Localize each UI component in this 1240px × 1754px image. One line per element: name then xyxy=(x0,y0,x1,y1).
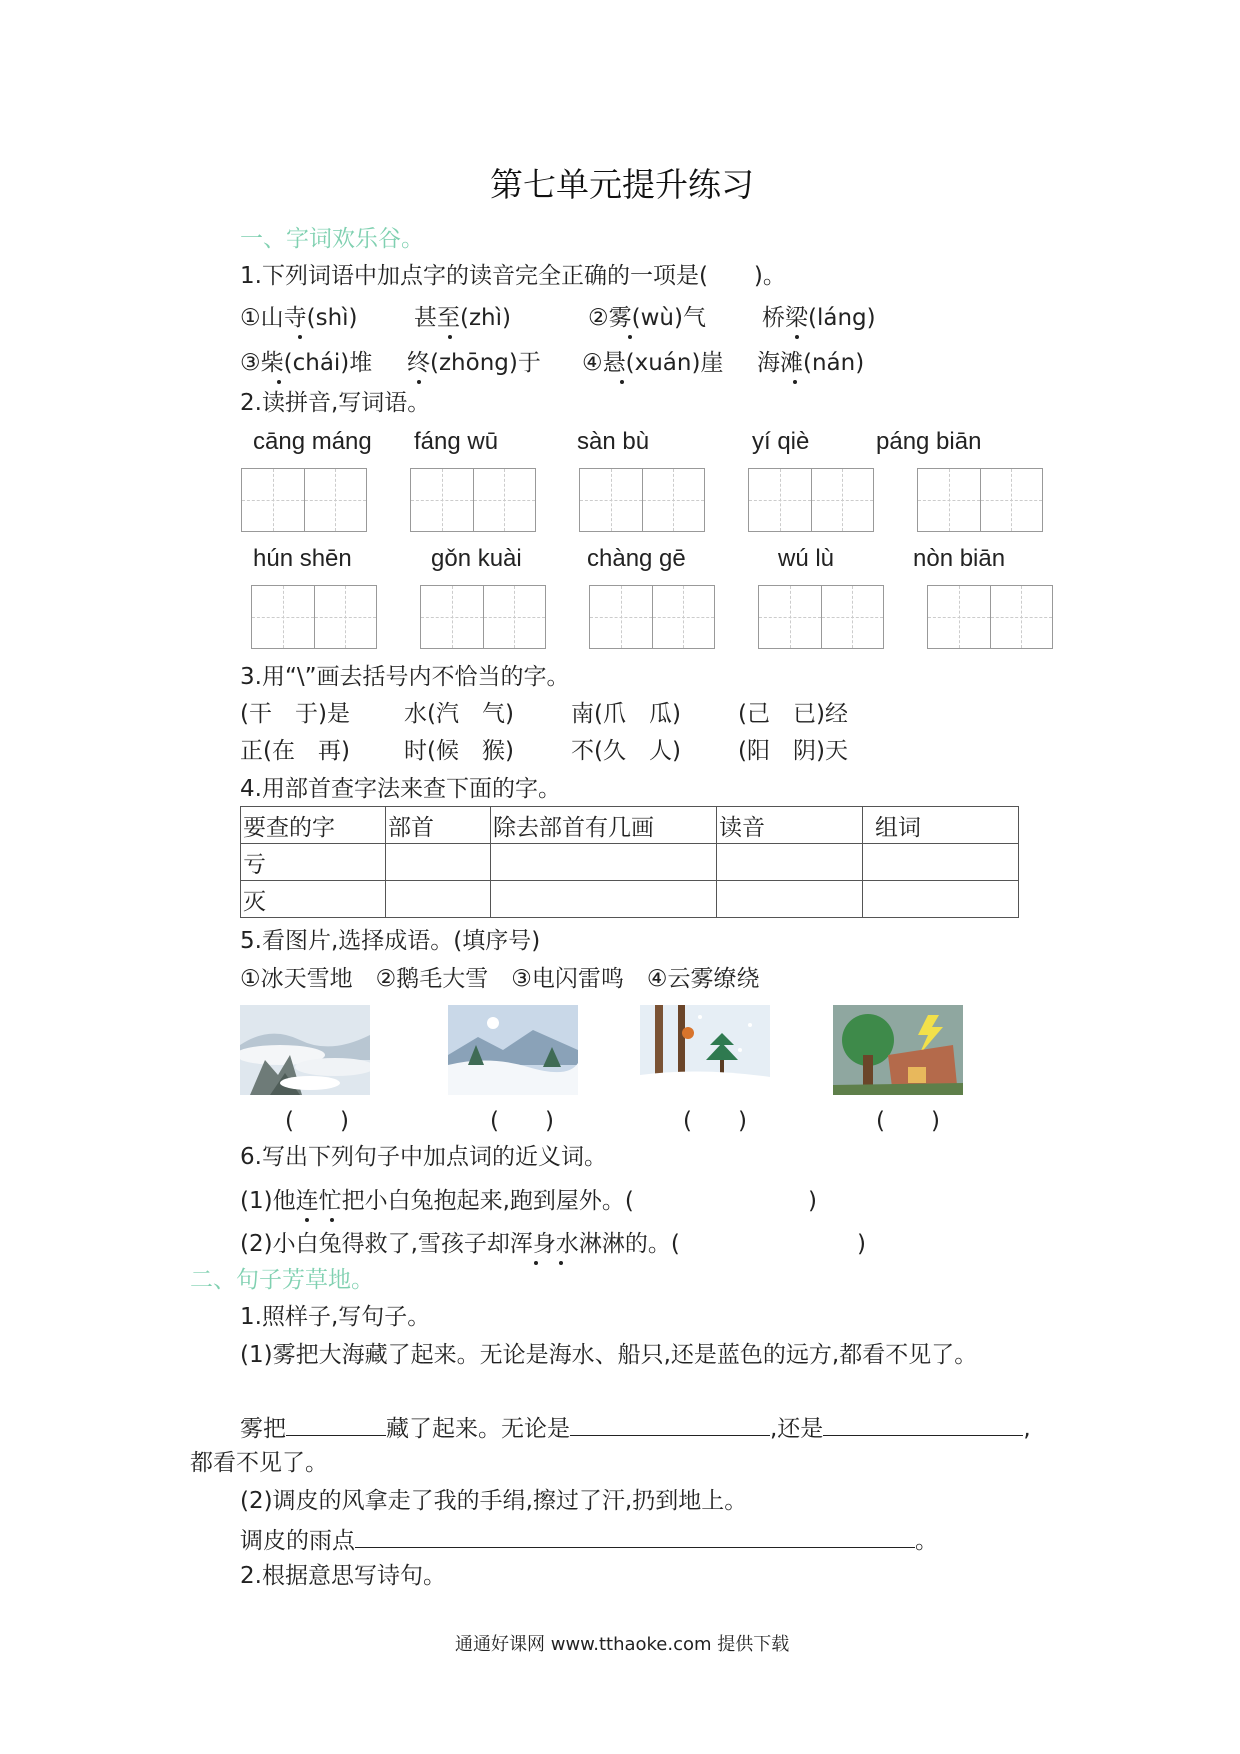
q3-item: 水(汽 气) xyxy=(404,701,514,727)
table-header-row xyxy=(241,807,1019,844)
table-header: 除去部首有几画 xyxy=(491,807,717,844)
section-heading-1: 一、字词欢乐谷。 xyxy=(240,226,424,252)
emphasis-dot xyxy=(330,1218,334,1222)
q6-sentence-1-close: ) xyxy=(808,1188,817,1214)
table-cell[interactable] xyxy=(717,844,863,881)
emphasis-dot xyxy=(534,1261,538,1265)
q3-item: (干 于)是 xyxy=(240,701,350,727)
emphasis-dot xyxy=(298,335,302,339)
q3-question: 3.用“\”画去括号内不恰当的字。 xyxy=(240,664,570,690)
mountain-fog-image xyxy=(240,1005,370,1095)
q2-question: 2.读拼音,写词语。 xyxy=(240,390,431,416)
writing-grid[interactable] xyxy=(410,468,536,532)
q1-option: ②雾(wù)气 xyxy=(588,305,706,331)
pinyin-label: páng biān xyxy=(876,428,982,455)
pinyin-label: fáng wū xyxy=(414,428,499,455)
q3-item: (己 已)经 xyxy=(738,701,848,727)
emphasis-dot xyxy=(620,380,624,384)
emphasis-dot xyxy=(277,380,281,384)
q6-sentence-2: (2)小白兔得救了,雪孩子却浑身水淋淋的。( xyxy=(240,1231,680,1257)
q3-item: 时(候 猴) xyxy=(404,738,514,764)
s2q1-question: 1.照样子,写句子。 xyxy=(240,1304,431,1330)
fill-sentence-2: 调皮的雨点 。 xyxy=(240,1528,938,1554)
q1-question: 1.下列词语中加点字的读音完全正确的一项是( )。 xyxy=(240,263,786,289)
emphasis-dot xyxy=(417,380,421,384)
table-header: 组词 xyxy=(863,807,1019,844)
q6-sentence-2-close: ) xyxy=(857,1231,866,1257)
pinyin-label: wú lù xyxy=(778,545,835,572)
pinyin-label: hún shēn xyxy=(253,545,352,572)
answer-blank[interactable]: ( ) xyxy=(683,1108,747,1134)
q3-item: 南(爪 瓜) xyxy=(571,701,681,727)
writing-grid[interactable] xyxy=(917,468,1043,532)
answer-blank[interactable] xyxy=(823,1415,1023,1436)
writing-grid[interactable] xyxy=(420,585,546,649)
pinyin-label: sàn bù xyxy=(577,428,650,455)
table-header: 部首 xyxy=(386,807,491,844)
q3-item: (阳 阴)天 xyxy=(738,738,848,764)
table-cell[interactable] xyxy=(386,881,491,918)
page-title: 第七单元提升练习 xyxy=(490,165,754,204)
q3-item: 不(久 人) xyxy=(571,738,681,764)
table-cell[interactable] xyxy=(386,844,491,881)
writing-grid[interactable] xyxy=(589,585,715,649)
pinyin-label: nòn biān xyxy=(913,545,1006,572)
pinyin-label: gǒn kuài xyxy=(431,545,522,572)
q6-question: 6.写出下列句子中加点词的近义词。 xyxy=(240,1144,607,1170)
emphasis-dot xyxy=(448,335,452,339)
writing-grid[interactable] xyxy=(241,468,367,532)
s2q2-question: 2.根据意思写诗句。 xyxy=(240,1563,446,1589)
emphasis-dot xyxy=(795,335,799,339)
table-cell[interactable] xyxy=(491,844,717,881)
snow-landscape-image xyxy=(448,1005,578,1095)
q1-option: 终(zhōng)于 xyxy=(407,350,541,376)
q1-option: ①山寺(shì) xyxy=(240,305,358,331)
q1-option: 桥梁(láng) xyxy=(762,305,876,331)
table-cell[interactable] xyxy=(863,881,1019,918)
answer-blank[interactable]: ( ) xyxy=(285,1108,349,1134)
answer-blank[interactable] xyxy=(286,1415,386,1436)
writing-grid[interactable] xyxy=(251,585,377,649)
page-footer: 通通好课网 www.tthaoke.com 提供下载 xyxy=(455,1634,790,1655)
radical-lookup-table xyxy=(240,806,1019,918)
q6-sentence-1: (1)他连忙把小白兔抱起来,跑到屋外。( xyxy=(240,1188,634,1214)
q1-option: 海滩(nán) xyxy=(757,350,865,376)
table-header: 读音 xyxy=(717,807,863,844)
writing-grid[interactable] xyxy=(758,585,884,649)
writing-grid[interactable] xyxy=(748,468,874,532)
emphasis-dot xyxy=(305,1218,309,1222)
fill-sentence-1: 雾把 藏了起来。无论是 ,还是 , xyxy=(240,1416,1031,1442)
answer-blank[interactable] xyxy=(570,1415,770,1436)
emphasis-dot xyxy=(559,1261,563,1265)
pinyin-label: yí qiè xyxy=(752,428,810,455)
example-sentence-2: (2)调皮的风拿走了我的手绢,擦过了汗,扔到地上。 xyxy=(240,1488,748,1514)
q4-question: 4.用部首查字法来查下面的字。 xyxy=(240,776,561,802)
table-row xyxy=(241,844,1019,881)
q5-options: ①冰天雪地 ②鹅毛大雪 ③电闪雷鸣 ④云雾缭绕 xyxy=(240,966,760,992)
table-cell: 亏 xyxy=(241,844,386,881)
q5-question: 5.看图片,选择成语。(填序号) xyxy=(240,928,541,954)
writing-grid[interactable] xyxy=(927,585,1053,649)
section-heading-2: 二、句子芳草地。 xyxy=(190,1267,374,1293)
emphasis-dot xyxy=(793,380,797,384)
answer-blank[interactable]: ( ) xyxy=(490,1108,554,1134)
pinyin-label: cāng máng xyxy=(253,428,372,455)
pinyin-label: chàng gē xyxy=(587,545,686,572)
answer-blank[interactable]: ( ) xyxy=(876,1108,940,1134)
table-cell[interactable] xyxy=(717,881,863,918)
thunderstorm-image xyxy=(833,1005,963,1095)
example-sentence-1: (1)雾把大海藏了起来。无论是海水、船只,还是蓝色的远方,都看不见了。 xyxy=(240,1342,978,1368)
table-cell[interactable] xyxy=(863,844,1019,881)
table-cell[interactable] xyxy=(491,881,717,918)
q3-item: 正(在 再) xyxy=(240,738,350,764)
q1-option: ③柴(chái)堆 xyxy=(240,350,373,376)
heavy-snow-trees-image xyxy=(640,1005,770,1095)
answer-blank[interactable] xyxy=(355,1527,915,1548)
writing-grid[interactable] xyxy=(579,468,705,532)
fill-sentence-1-end: 都看不见了。 xyxy=(190,1450,328,1476)
q1-option: 甚至(zhì) xyxy=(414,305,511,331)
emphasis-dot xyxy=(628,335,632,339)
q1-option: ④悬(xuán)崖 xyxy=(582,350,724,376)
table-cell: 灭 xyxy=(241,881,386,918)
table-row xyxy=(241,881,1019,918)
table-header: 要查的字 xyxy=(241,807,386,844)
